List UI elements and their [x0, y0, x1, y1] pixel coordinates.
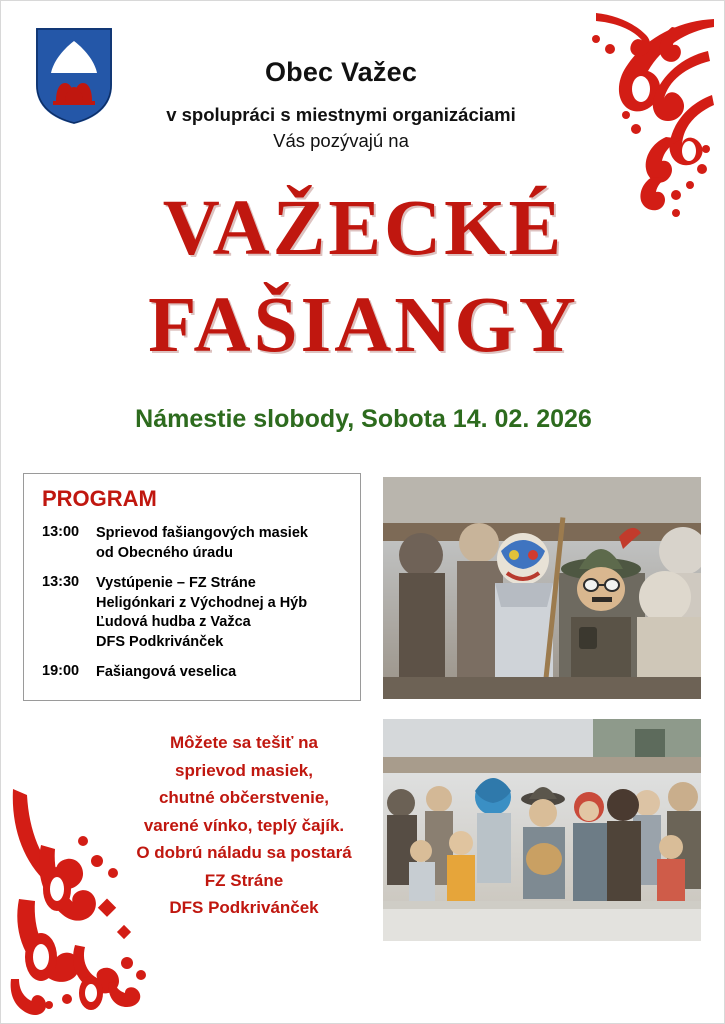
municipality-name: Obec Važec [264, 57, 418, 87]
program-item [42, 524, 346, 563]
title-line-2: FAŠIANGY [148, 282, 579, 369]
header-line-1: v spolupráci s miestnymi organizáciami [166, 104, 516, 125]
program-item-description: Fašiangová veselica [96, 664, 237, 681]
header-line-2: Vás pozývajú na [273, 130, 409, 151]
program-item-time: 13:30 [42, 574, 80, 591]
page-title [1, 185, 725, 369]
program-item [42, 574, 346, 652]
program-item-time: 19:00 [42, 663, 80, 680]
program-item-time: 13:00 [42, 524, 80, 540]
coat-of-arms [31, 23, 117, 129]
title-line-1: VAŽECKÉ [162, 185, 565, 272]
program-list [42, 524, 346, 683]
program-heading: PROGRAM [42, 486, 157, 511]
event-date-location: Námestie slobody, Sobota 14. 02. 2026 [135, 405, 592, 433]
header-block [121, 57, 561, 152]
photo-masks-parade [383, 477, 701, 699]
program-item-description: Vystúpenie – FZ Stráne Heligónkari z Východnej a Hýb Ľudová hudba z Važca DFS Podkrivánček [96, 575, 308, 650]
program-item-description: Sprievod fašiangových masiek od Obecného úradu [96, 525, 308, 561]
bottom-text: Môžete sa tešiť na sprievod masiek, chutné občerstvenie, varené vínko, teplý čajík. O dobrú náladu sa postará FZ Stráne DFS Podkrivánček [136, 733, 352, 918]
program-item [42, 663, 346, 683]
program-box [23, 473, 361, 701]
photo-street-procession [383, 719, 701, 941]
